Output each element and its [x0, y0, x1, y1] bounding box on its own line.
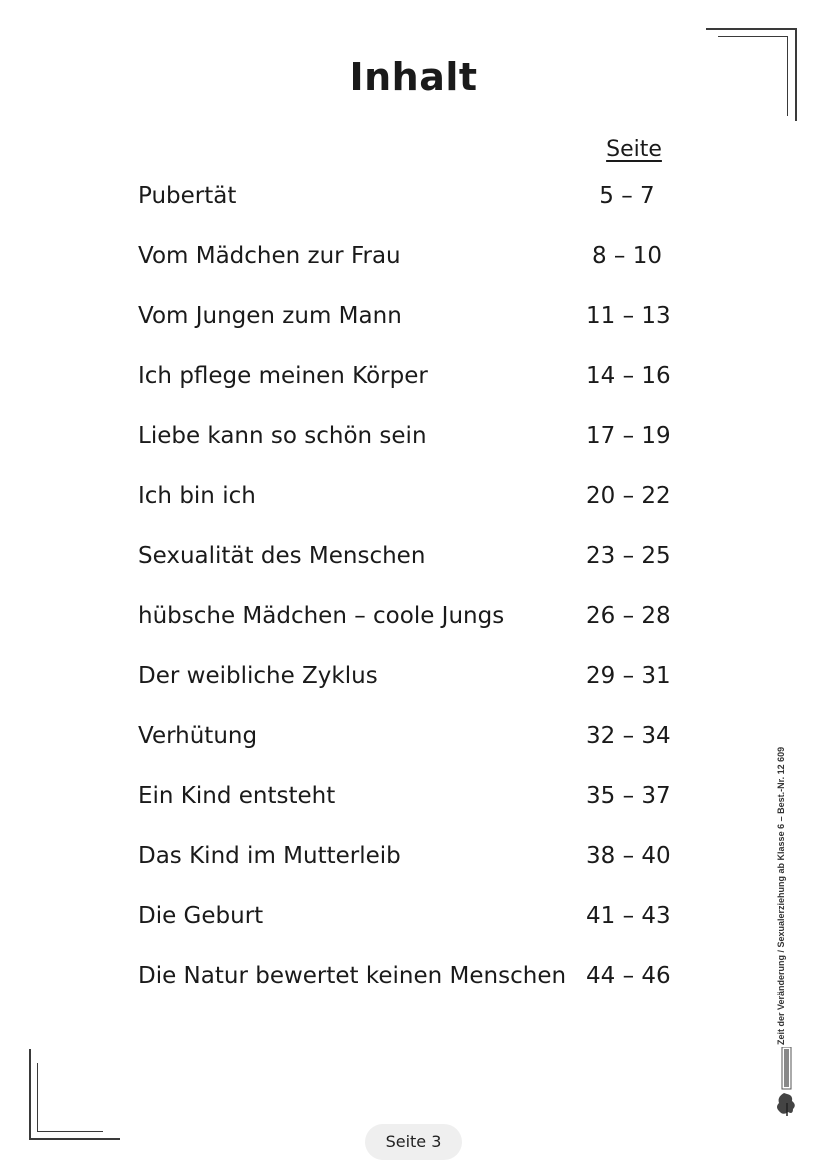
pages-column-header: Seite [606, 137, 662, 162]
toc-entry-pages: 29 – 31 [586, 663, 671, 689]
toc-entry-title: Sexualität des Menschen [138, 543, 426, 569]
toc-entry [138, 423, 698, 463]
toc-entry-title: Die Geburt [138, 903, 264, 929]
toc-entry [138, 183, 698, 223]
toc-entry-title: Die Natur bewertet keinen Menschen [138, 963, 567, 989]
toc-entry-pages: 35 – 37 [586, 783, 671, 809]
toc-entry-pages: 5 – 7 [599, 183, 655, 209]
toc-entry-pages: 26 – 28 [586, 603, 671, 629]
publisher-logo [773, 1047, 797, 1117]
toc-entry-title: Der weibliche Zyklus [138, 663, 378, 689]
page-number-badge: Seite 3 [365, 1124, 462, 1160]
toc-entry-pages: 38 – 40 [586, 843, 671, 869]
toc-entry-pages: 14 – 16 [586, 363, 671, 389]
toc-entry [138, 843, 698, 883]
toc-entry-pages: 44 – 46 [586, 963, 671, 989]
toc-entry-title: Das Kind im Mutterleib [138, 843, 401, 869]
toc-entry-title: Ich bin ich [138, 483, 256, 509]
toc-entry-pages: 23 – 25 [586, 543, 671, 569]
toc-entry-pages: 20 – 22 [586, 483, 671, 509]
toc-entry-title: Ein Kind entsteht [138, 783, 336, 809]
toc-entry [138, 663, 698, 703]
toc-entry [138, 483, 698, 523]
toc-entry [138, 363, 698, 403]
toc-entry [138, 603, 698, 643]
toc-entry-pages: 41 – 43 [586, 903, 671, 929]
toc-entry-title: Pubertät [138, 183, 237, 209]
toc-entry-title: Vom Jungen zum Mann [138, 303, 402, 329]
toc-entry-pages: 32 – 34 [586, 723, 671, 749]
toc-entry-title: hübsche Mädchen – coole Jungs [138, 603, 505, 629]
sidebar-imprint: Zeit der Veränderung / Sexualerziehung ab Klasse 6 – Best.-Nr. 12 609 [776, 746, 786, 1045]
page-title: Inhalt [349, 55, 478, 99]
toc-entry [138, 903, 698, 943]
toc-entry-title: Liebe kann so schön sein [138, 423, 427, 449]
toc-entry [138, 243, 698, 283]
toc-entry [138, 303, 698, 343]
toc-entry [138, 723, 698, 763]
toc-entry-title: Vom Mädchen zur Frau [138, 243, 401, 269]
toc-entry [138, 963, 698, 1003]
toc-entry-title: Verhütung [138, 723, 258, 749]
toc-entry [138, 543, 698, 583]
toc-entry-pages: 8 – 10 [591, 243, 663, 269]
toc-entry [138, 783, 698, 823]
toc-entry-title: Ich pflege meinen Körper [138, 363, 428, 389]
toc-entry-pages: 11 – 13 [586, 303, 671, 329]
toc-entry-pages: 17 – 19 [586, 423, 671, 449]
